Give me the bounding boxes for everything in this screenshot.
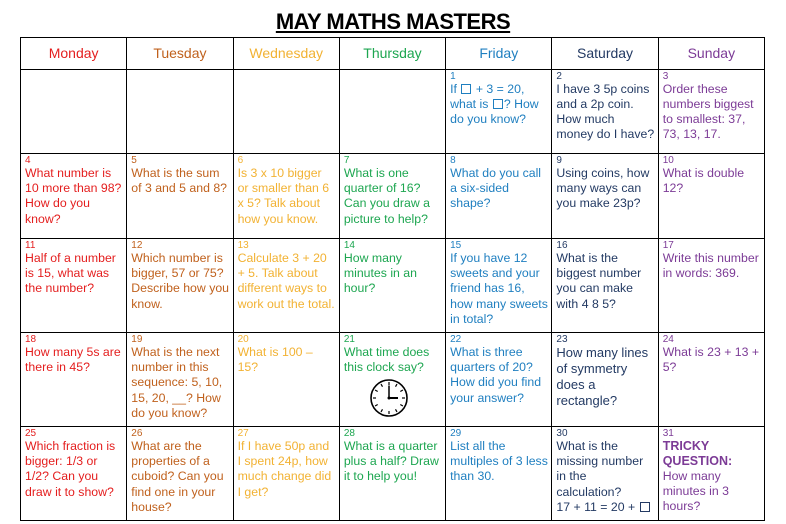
day-number: 30 xyxy=(556,427,568,439)
day-question: What time does this clock say? xyxy=(343,344,430,375)
day-cell-14 xyxy=(339,238,445,332)
empty-cell xyxy=(127,69,233,153)
day-cell-2 xyxy=(552,69,658,153)
day-header-row xyxy=(21,38,765,70)
week-row-1 xyxy=(21,69,765,153)
day-cell-25 xyxy=(21,426,127,520)
week-row-4 xyxy=(21,332,765,426)
day-number: 11 xyxy=(25,239,36,251)
day-question: Half of a number is 15, what was the number? xyxy=(25,250,116,296)
day-question: How many minutes in an hour? xyxy=(343,250,417,296)
day-number: 4 xyxy=(25,154,31,166)
day-cell-8 xyxy=(446,153,552,238)
day-number: 23 xyxy=(556,333,568,345)
day-number: 17 xyxy=(662,239,674,251)
day-cell-26 xyxy=(127,426,233,520)
day-cell-4 xyxy=(21,153,127,238)
header-monday: Monday xyxy=(21,38,127,70)
day-number: 19 xyxy=(131,333,143,345)
header-wednesday: Wednesday xyxy=(233,38,339,70)
missing-number-box-icon xyxy=(640,502,650,512)
day-cell-5 xyxy=(127,153,233,238)
day-equation: 17 + 11 = 20 + xyxy=(556,500,654,515)
day-number: 1 xyxy=(450,70,456,82)
day-cell-19 xyxy=(127,332,233,426)
day-cell-20 xyxy=(233,332,339,426)
day-number: 25 xyxy=(25,427,37,439)
day-question: How many 5s are there in 45? xyxy=(25,344,121,375)
day-number: 2 xyxy=(556,70,562,82)
day-number: 31 xyxy=(662,427,674,439)
day-cell-30 xyxy=(552,426,658,520)
day-question: Which fraction is bigger: 1/3 or 1/2? Can you draw it to show? xyxy=(25,438,116,499)
tricky-question-label: TRICKY QUESTION: xyxy=(662,438,733,468)
day-number: 27 xyxy=(237,427,249,439)
day-number: 9 xyxy=(556,154,562,166)
day-number: 13 xyxy=(237,239,249,251)
day-question: Is 3 x 10 bigger or smaller than 6 x 5? Talk about how you know. xyxy=(237,165,330,226)
header-saturday: Saturday xyxy=(552,38,658,70)
day-cell-13 xyxy=(233,238,339,332)
header-friday: Friday xyxy=(446,38,552,70)
day-number: 18 xyxy=(25,333,37,345)
day-number: 29 xyxy=(450,427,462,439)
day-question: How many minutes in 3 hours? xyxy=(662,468,729,514)
day-cell-16 xyxy=(552,238,658,332)
header-thursday: Thursday xyxy=(339,38,445,70)
day-question: What is 23 + 13 + 5? xyxy=(662,344,760,375)
day-number: 20 xyxy=(237,333,249,345)
week-row-3 xyxy=(21,238,765,332)
day-question: I have 3 5p coins and a 2p coin. How much money do I have? xyxy=(556,81,655,142)
header-tuesday: Tuesday xyxy=(127,38,233,70)
missing-number-box-icon xyxy=(493,99,503,109)
day-cell-31 xyxy=(658,426,764,520)
day-question: What is the next number in this sequence: 5, 10, 15, 20, __? How do you know? xyxy=(131,344,223,421)
day-question: If I have 50p and I spent 24p, how much change did I get? xyxy=(237,438,332,499)
day-question: What is the biggest number you can make with 4 8 5? xyxy=(556,250,642,311)
day-cell-22 xyxy=(446,332,552,426)
day-cell-11 xyxy=(21,238,127,332)
day-question: List all the multiples of 3 less than 30. xyxy=(450,438,548,484)
day-question: Order these numbers biggest to smallest: 37, 73, 13, 17. xyxy=(662,81,754,142)
day-number: 7 xyxy=(343,154,350,166)
week-row-2 xyxy=(21,153,765,238)
day-number: 3 xyxy=(662,70,669,82)
day-cell-3 xyxy=(658,69,764,153)
day-question: What is one quarter of 16? Can you draw a picture to help? xyxy=(343,165,430,226)
page-title: MAY MATHS MASTERS xyxy=(275,9,511,34)
day-cell-28 xyxy=(339,426,445,520)
day-cell-18 xyxy=(21,332,127,426)
day-cell-23 xyxy=(552,332,658,426)
day-cell-1 xyxy=(446,69,552,153)
day-question: What is double 12? xyxy=(662,165,745,195)
day-question: Which number is bigger, 57 or 75? Describe how you know. xyxy=(131,250,230,311)
calendar-grid xyxy=(20,37,765,521)
day-number: 16 xyxy=(556,239,568,251)
day-question: If you have 12 sweets and your friend has 16, how many sweets in total? xyxy=(450,250,548,326)
day-question: What is 100 – 15? xyxy=(237,344,313,375)
day-number: 26 xyxy=(131,427,143,439)
day-cell-27 xyxy=(233,426,339,520)
empty-cell xyxy=(21,69,127,153)
empty-cell xyxy=(339,69,445,153)
day-cell-6 xyxy=(233,153,339,238)
day-cell-29 xyxy=(446,426,552,520)
day-cell-15 xyxy=(446,238,552,332)
day-question: What do you call a six-sided shape? xyxy=(450,165,542,211)
day-question: What is the missing number in the calculation? xyxy=(556,438,644,499)
day-number: 15 xyxy=(450,239,462,251)
day-cell-24 xyxy=(658,332,764,426)
day-cell-10 xyxy=(658,153,764,238)
day-number: 10 xyxy=(662,154,674,166)
day-question: How many lines of symmetry does a rectangle? xyxy=(556,344,649,408)
day-number: 21 xyxy=(343,333,355,345)
day-question: What is a quarter plus a half? Draw it to help you! xyxy=(343,438,439,484)
day-question: Using coins, how many ways can you make 23p? xyxy=(556,165,650,211)
day-question: Write this number in words: 369. xyxy=(662,250,759,281)
day-cell-21 xyxy=(339,332,445,426)
day-question: What is three quarters of 20? How did you find your answer? xyxy=(450,344,542,405)
day-cell-9 xyxy=(552,153,658,238)
day-number: 5 xyxy=(131,154,137,166)
day-number: 8 xyxy=(450,154,456,166)
week-row-5 xyxy=(21,426,765,520)
day-question: Calculate 3 + 20 + 5. Talk about different ways to work out the total. xyxy=(237,250,335,311)
day-number: 22 xyxy=(450,333,462,345)
day-number: 14 xyxy=(343,239,355,251)
header-sunday: Sunday xyxy=(658,38,764,70)
day-question: What are the properties of a cuboid? Can you find one in your house? xyxy=(131,438,224,515)
missing-number-box-icon xyxy=(461,84,471,94)
day-question: What is the sum of 3 and 5 and 8? xyxy=(131,165,228,195)
day-cell-17 xyxy=(658,238,764,332)
day-number: 24 xyxy=(662,333,674,345)
day-number: 12 xyxy=(131,239,143,251)
day-number: 6 xyxy=(237,154,244,166)
day-cell-7 xyxy=(339,153,445,238)
day-number: 28 xyxy=(343,427,355,439)
day-question: What number is 10 more than 98? How do you know? xyxy=(25,165,122,226)
day-question: If + 3 = 20, what is ? How do you know? xyxy=(450,81,539,127)
clock-icon xyxy=(366,378,412,418)
day-cell-12 xyxy=(127,238,233,332)
empty-cell xyxy=(233,69,339,153)
